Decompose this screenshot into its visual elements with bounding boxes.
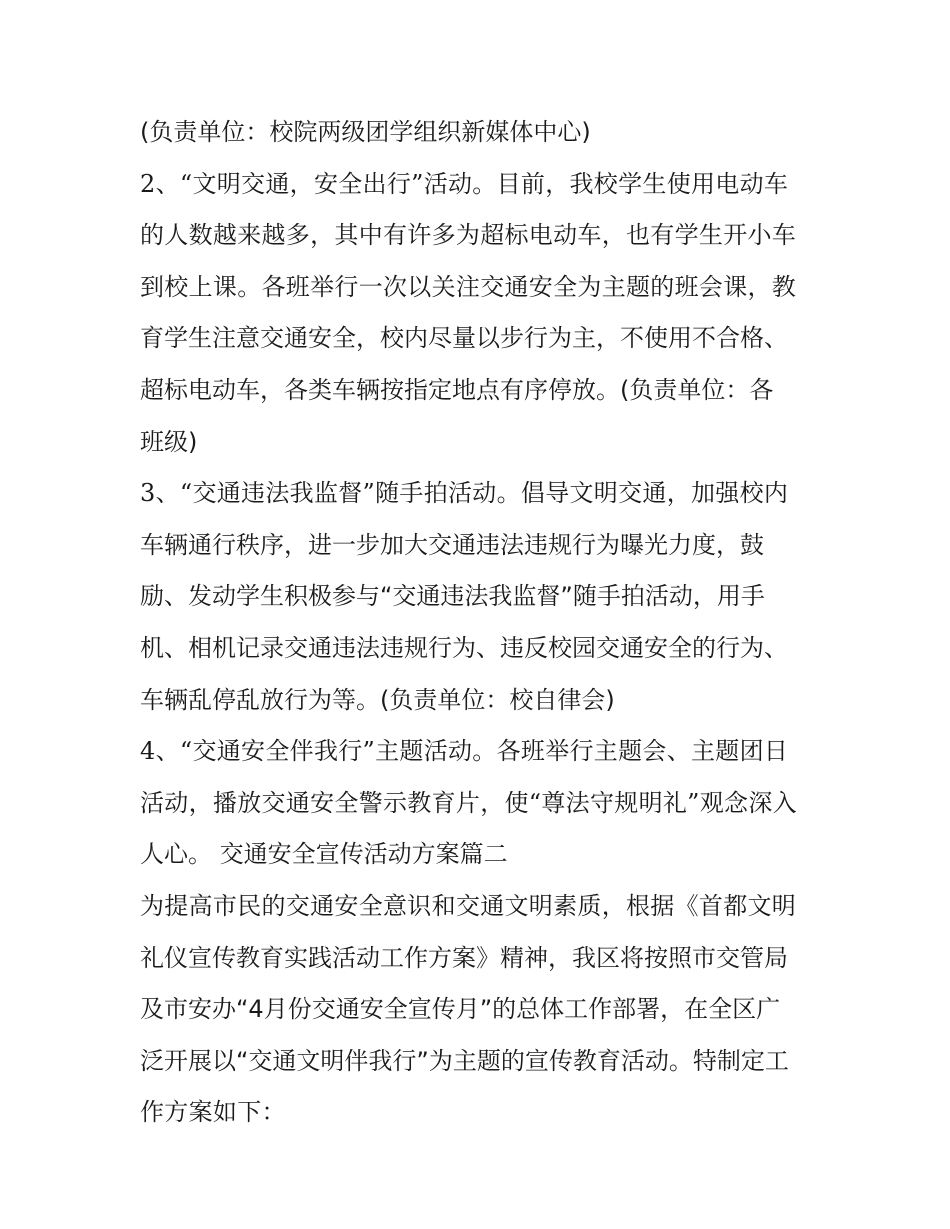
document-body bbox=[140, 107, 820, 1139]
text-line: 育学生注意交通安全，校内尽量以步行为主，不使用不合格、 bbox=[140, 324, 788, 353]
text-line: 励、发动学生积极参与“交通违法我监督”随手拍活动，用手 bbox=[140, 582, 765, 611]
text-line: 车辆乱停乱放行为等。(负责单位：校自律会) bbox=[140, 685, 615, 714]
text-line-item-4-title: 4、“交通安全伴我行”主题活动。各班举行主题会、主题团日 bbox=[140, 737, 789, 766]
text-line: 机、相机记录交通违法违规行为、违反校园交通安全的行为、 bbox=[140, 633, 788, 662]
text-line: 车辆通行秩序，进一步加大交通违法违规行为曝光力度，鼓 bbox=[140, 530, 764, 559]
text-line: 及市安办“4月份交通安全宣传月”的总体工作部署，在全区广 bbox=[140, 995, 781, 1024]
text-line: 到校上课。各班举行一次以关注交通安全为主题的班会课，教 bbox=[140, 272, 797, 301]
text-line: 作方案如下： bbox=[140, 1098, 286, 1127]
text-line: 礼仪宣传教育实践活动工作方案》精神，我区将按照市交管局 bbox=[140, 943, 788, 972]
text-line-item-3-title: 3、“交通违法我监督”随手拍活动。倡导文明交通，加强校内 bbox=[140, 479, 789, 508]
text-line: 活动，播放交通安全警示教育片，使“尊法守规明礼”观念深入 bbox=[140, 788, 797, 817]
text-line: 为提高市民的交通安全意识和交通文明素质，根据《首都文明 bbox=[140, 891, 797, 920]
text-line: 泛开展以“交通文明伴我行”为主题的宣传教育活动。特制定工 bbox=[140, 1046, 789, 1075]
text-line: 班级) bbox=[140, 427, 198, 456]
text-line: 超标电动车，各类车辆按指定地点有序停放。(负责单位：各 bbox=[140, 375, 774, 404]
text-line-section-heading: 人心。 交通安全宣传活动方案篇二 bbox=[140, 840, 508, 869]
text-line: 的人数越来越多，其中有许多为超标电动车，也有学生开小车 bbox=[140, 221, 797, 250]
text-line-item-2-title: 2、“文明交通，安全出行”活动。目前，我校学生使用电动车 bbox=[140, 169, 789, 198]
text-line-responsible-unit-media: (负责单位：校院两级团学组织新媒体中心) bbox=[140, 118, 591, 146]
